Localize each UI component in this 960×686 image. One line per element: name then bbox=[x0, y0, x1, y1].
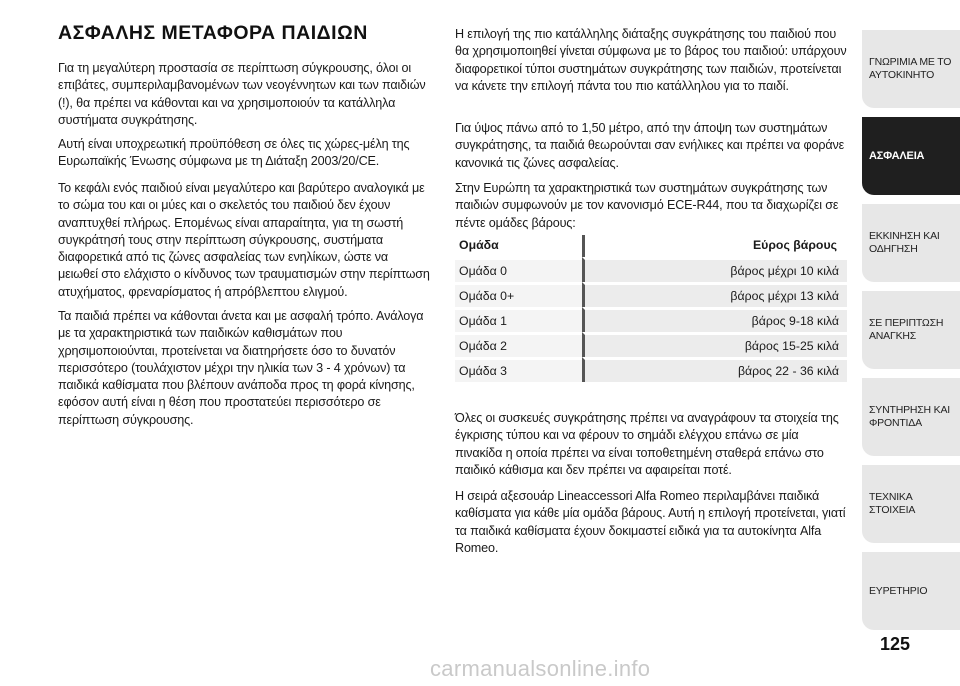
left-paragraph: Για τη μεγαλύτερη προστασία σε περίπτωση σύγκρουσης, όλοι οι επιβάτες, συμπεριλαμβανομένων των νεογέννητων και των παιδιών (!), θα πρέπει να κάθονται και να χρησιμοποιούν τα κατάλληλα συστήματα συγκράτησης. bbox=[58, 61, 426, 127]
sidebar-tab-label: ΕΚΚΙΝΗΣΗ ΚΑΙ bbox=[869, 230, 940, 242]
group-cell: Ομάδα 0 bbox=[455, 257, 582, 282]
page-title: ΑΣΦΑΛΗΣ ΜΕΤΑΦΟΡΑ ΠΑΙΔΙΩΝ bbox=[58, 22, 368, 44]
sidebar-tab-label: ΑΥΤΟΚΙΝΗΤΟ bbox=[869, 69, 935, 81]
right-paragraph: Η σειρά αξεσουάρ Lineaccessori Alfa Romeo περιλαμβάνει παιδικά καθίσματα για κάθε μία ομάδα βάρους. Αυτή η επιλογή προτείνεται, γιατί τα παιδικά καθίσματα έχουν δοκιμαστεί ειδικά για τα αυτοκίνητα Alfa Romeo. bbox=[455, 489, 846, 555]
table-row bbox=[455, 332, 847, 357]
sidebar-tab-starting-driving[interactable] bbox=[862, 204, 960, 282]
weight-range-cell: βάρος 22 - 36 κιλά bbox=[582, 357, 847, 382]
sidebar-tab-label: ΣΕ ΠΕΡΙΠΤΩΣΗ bbox=[869, 317, 944, 329]
sidebar-tab-label: ΑΝΑΓΚΗΣ bbox=[869, 330, 917, 342]
group-cell: Ομάδα 2 bbox=[455, 332, 582, 357]
left-paragraph: Το κεφάλι ενός παιδιού είναι μεγαλύτερο και βαρύτερο αναλογικά με το σώμα του και οι μύες και ο σκελετός του παιδιού δεν έχουν αναπτυχθεί πλήρως. Επομένως είναι απαραίτητα, για τη σωστή συγκράτησή τους στην περίπτωση σύγκρουσης, συστήματα διαφορετικά από τις ζώνες ασφαλείας των ενηλίκων, ώστε να μειωθεί στο ελάχιστο ο κίνδυνος των τραυματισμών στην περίπτωση ατυχήματος, φρεναρίσματος ή απρόβλεπτου ελιγμού. bbox=[58, 181, 430, 299]
sidebar-tab-technical-data[interactable] bbox=[862, 465, 960, 543]
sidebar-tab-label: ΓΝΩΡΙΜΙΑ ΜΕ ΤΟ bbox=[869, 56, 952, 68]
table-row bbox=[455, 282, 847, 307]
table-row bbox=[455, 307, 847, 332]
sidebar-tab-label: ΟΔΗΓΗΣΗ bbox=[869, 243, 918, 255]
weight-range-cell: βάρος 9-18 κιλά bbox=[582, 307, 847, 332]
right-paragraph: Η επιλογή της πιο κατάλληλης διάταξης συγκράτησης του παιδιού που θα χρησιμοποιηθεί γίνεται σύμφωνα με το βάρος του παιδιού: υπάρχουν διαφορετικοί τύποι συστημάτων συγκράτησης των παιδιών, προτείνεται να κάνετε την επιλογή πάντα του πιο κατάλληλου για το παιδί. bbox=[455, 27, 847, 93]
left-paragraph: Τα παιδιά πρέπει να κάθονται άνετα και με ασφαλή τρόπο. Ανάλογα με τα χαρακτηριστικά των παιδικών καθισμάτων που χρησιμοποιούνται, προτείνεται να διατηρήσετε όσο το δυνατόν περισσότερο (τουλάχιστον μέχρι την ηλικία των 3 - 4 χρόνων) τα παιδικά καθίσματα που βλέπουν ανάποδα προς τη φορά κίνησης, εφόσον αυτή είναι η θέση που προστατεύει περισσότερο σε περίπτωση σύγκρουσης. bbox=[58, 309, 424, 427]
weight-range-cell: βάρος μέχρι 10 κιλά bbox=[582, 257, 847, 282]
table-header-row bbox=[455, 235, 847, 257]
page-number: 125 bbox=[880, 634, 911, 654]
chapter-sidebar bbox=[862, 30, 960, 640]
sidebar-tab-label: ΕΥΡΕΤΗΡΙΟ bbox=[869, 584, 928, 597]
sidebar-tab-safety[interactable] bbox=[862, 117, 960, 195]
table-row bbox=[455, 257, 847, 282]
sidebar-tab-label: ΣΥΝΤΗΡΗΣΗ ΚΑΙ bbox=[869, 404, 950, 416]
sidebar-tab-maintenance[interactable] bbox=[862, 378, 960, 456]
sidebar-tab-label: ΤΕΧΝΙΚΑ ΣΤΟΙΧΕΙΑ bbox=[869, 491, 916, 516]
weight-groups-table bbox=[455, 235, 847, 382]
watermark: carmanualsonline.info bbox=[430, 656, 651, 681]
right-paragraph: Για ύψος πάνω από το 1,50 μέτρο, από την άποψη των συστημάτων συγκράτησης, τα παιδιά θεωρούνται σαν ενήλικες και πρέπει να φοράνε κανονικά τις ζώνες ασφαλείας. bbox=[455, 121, 845, 170]
sidebar-tab-label: ΦΡΟΝΤΙΔΑ bbox=[869, 417, 922, 429]
right-paragraph: Στην Ευρώπη τα χαρακτηριστικά των συστημάτων συγκράτησης των παιδιών συμφωνούν με τον κανονισμό ECE-R44, που τα διαχωρίζει σε πέντε ομάδες βάρους: bbox=[455, 181, 839, 230]
column-header-group: Ομάδα bbox=[459, 238, 499, 252]
group-cell: Ομάδα 0+ bbox=[455, 282, 582, 307]
column-header-weight-range: Εύρος βάρους bbox=[582, 235, 847, 257]
weight-range-cell: βάρος 15-25 κιλά bbox=[582, 332, 847, 357]
sidebar-tab-getting-to-know[interactable] bbox=[862, 30, 960, 108]
left-paragraph: Αυτή είναι υποχρεωτική προϋπόθεση σε όλες τις χώρες-μέλη της Ευρωπαϊκής Ένωσης σύμφωνα με τη Διάταξη 2003/20/CE. bbox=[58, 137, 410, 169]
sidebar-tab-emergency[interactable] bbox=[862, 291, 960, 369]
group-cell: Ομάδα 1 bbox=[455, 307, 582, 332]
weight-range-cell: βάρος μέχρι 13 κιλά bbox=[582, 282, 847, 307]
sidebar-tab-index[interactable] bbox=[862, 552, 960, 630]
sidebar-tab-label: ΑΣΦΑΛΕΙΑ bbox=[869, 149, 925, 162]
table-row bbox=[455, 357, 847, 382]
right-paragraph: Όλες οι συσκευές συγκράτησης πρέπει να αναγράφουν τα στοιχεία της έγκρισης τύπου και να φέρουν το σημάδι ελέγχου επάνω σε μία πινακίδα η οποία πρέπει να είναι τοποθετημένη σταθερά επάνω στο παιδικό κάθισμα και δεν πρέπει να αφαιρείται ποτέ. bbox=[455, 411, 839, 477]
group-cell: Ομάδα 3 bbox=[455, 357, 582, 382]
